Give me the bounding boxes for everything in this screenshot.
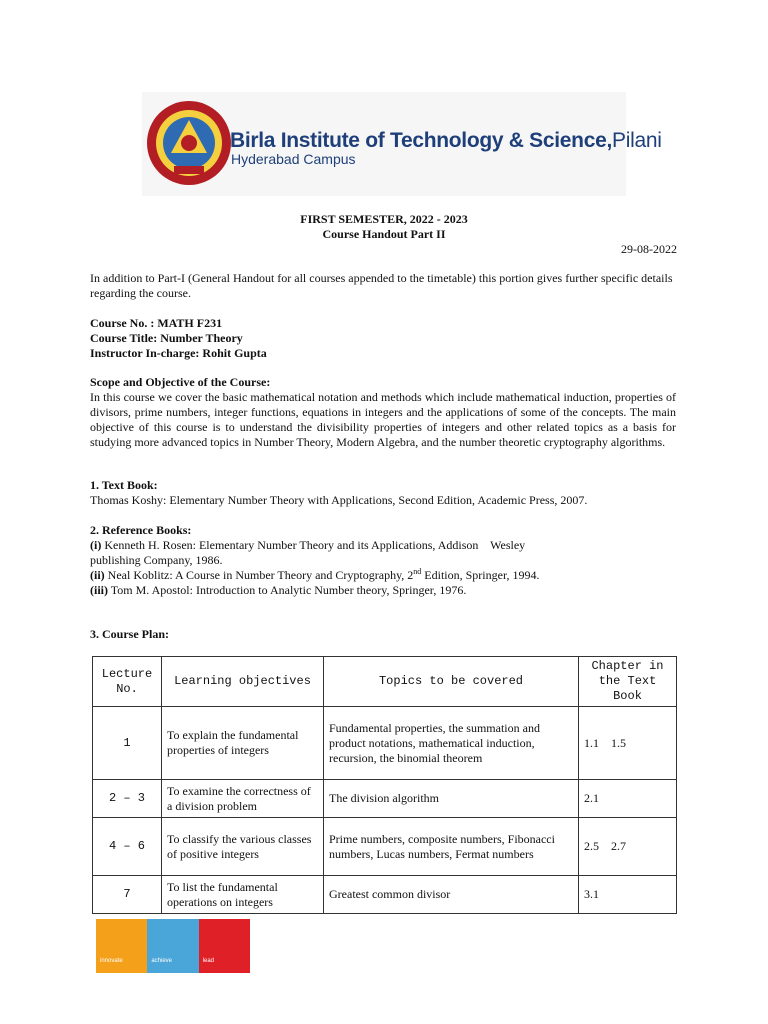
footer-innovate: innovate: [96, 919, 147, 973]
instructor: Instructor In-charge: Rohit Gupta: [90, 346, 267, 360]
semester-title: FIRST SEMESTER, 2022 - 2023: [300, 212, 468, 226]
column-header: Lecture No.: [93, 657, 162, 707]
lecture-cell: 2 – 3: [93, 780, 162, 818]
table-row: [93, 707, 677, 780]
objective-cell: To classify the various classes of positive integers: [162, 818, 324, 876]
textbook-body: Thomas Koshy: Elementary Number Theory with Applications, Second Edition, Academic Press, 2007.: [90, 493, 588, 507]
textbook-heading: 1. Text Book:: [90, 478, 158, 492]
institute-name: Birla Institute of Technology & Science,Pilani: [230, 129, 662, 152]
column-header: Learning objectives: [162, 657, 324, 707]
campus-name: Hyderabad Campus: [231, 151, 356, 167]
lecture-cell: 1: [93, 707, 162, 780]
table-header-row: [93, 657, 677, 707]
objective-cell: To list the fundamental operations on integers: [162, 876, 324, 914]
footer-achieve: achieve: [147, 919, 198, 973]
course-number: Course No. : MATH F231: [90, 316, 223, 330]
topics-cell: Greatest common divisor: [324, 876, 579, 914]
handout-title: Course Handout Part II: [322, 227, 446, 241]
column-header: Topics to be covered: [324, 657, 579, 707]
references-heading: 2. Reference Books:: [90, 523, 192, 537]
objective-cell: To explain the fundamental properties of integers: [162, 707, 324, 780]
topics-cell: Prime numbers, composite numbers, Fibonacci numbers, Lucas numbers, Fermat numbers: [324, 818, 579, 876]
chapter-cell: 2.1: [579, 780, 677, 818]
institute-banner: [142, 92, 662, 196]
intro-paragraph: In addition to Part-I (General Handout for all courses appended to the timetable) this portion gives further specific details regarding the course.: [90, 271, 673, 300]
scope-body: In this course we cover the basic mathematical notation and methods which include mathematical induction, properties of divisors, prime numbers, integer functions, equations in integers and the applications of some of the concepts. The main objective of this course is to understand the divisibility properties of integers and other related topics as a basis for studying more advanced topics in Number Theory, Modern Algebra, and the number theoretic cryptography algorithms.: [90, 390, 676, 449]
column-header: Chapter in the Text Book: [579, 657, 677, 707]
reference-item: (iii) Tom M. Apostol: Introduction to Analytic Number theory, Springer, 1976.: [90, 583, 467, 597]
handout-date: 29-08-2022: [621, 242, 677, 256]
table-row: [93, 780, 677, 818]
chapter-cell: 2.5 2.7: [579, 818, 677, 876]
course-plan-heading: 3. Course Plan:: [90, 627, 169, 641]
objective-cell: To examine the correctness of a division problem: [162, 780, 324, 818]
topics-cell: Fundamental properties, the summation and product notations, mathematical induction, recursion, the binomial theorem: [324, 707, 579, 780]
institute-seal-icon: [146, 98, 232, 188]
topics-cell: The division algorithm: [324, 780, 579, 818]
chapter-cell: 1.1 1.5: [579, 707, 677, 780]
table-row: [93, 876, 677, 914]
footer-logo: [96, 919, 250, 973]
course-plan-table: [92, 656, 677, 914]
lecture-cell: 4 – 6: [93, 818, 162, 876]
lecture-cell: 7: [93, 876, 162, 914]
chapter-cell: 3.1: [579, 876, 677, 914]
course-title: Course Title: Number Theory: [90, 331, 243, 345]
reference-item: (ii) Neal Koblitz: A Course in Number Theory and Cryptography, 2nd Edition, Springer, 1994.: [90, 567, 540, 582]
reference-item-continued: publishing Company, 1986.: [90, 553, 223, 567]
scope-heading: Scope and Objective of the Course:: [90, 375, 271, 389]
footer-lead: lead: [199, 919, 250, 973]
reference-item: (i) Kenneth H. Rosen: Elementary Number Theory and its Applications, Addison Wesley: [90, 538, 526, 552]
table-row: [93, 818, 677, 876]
